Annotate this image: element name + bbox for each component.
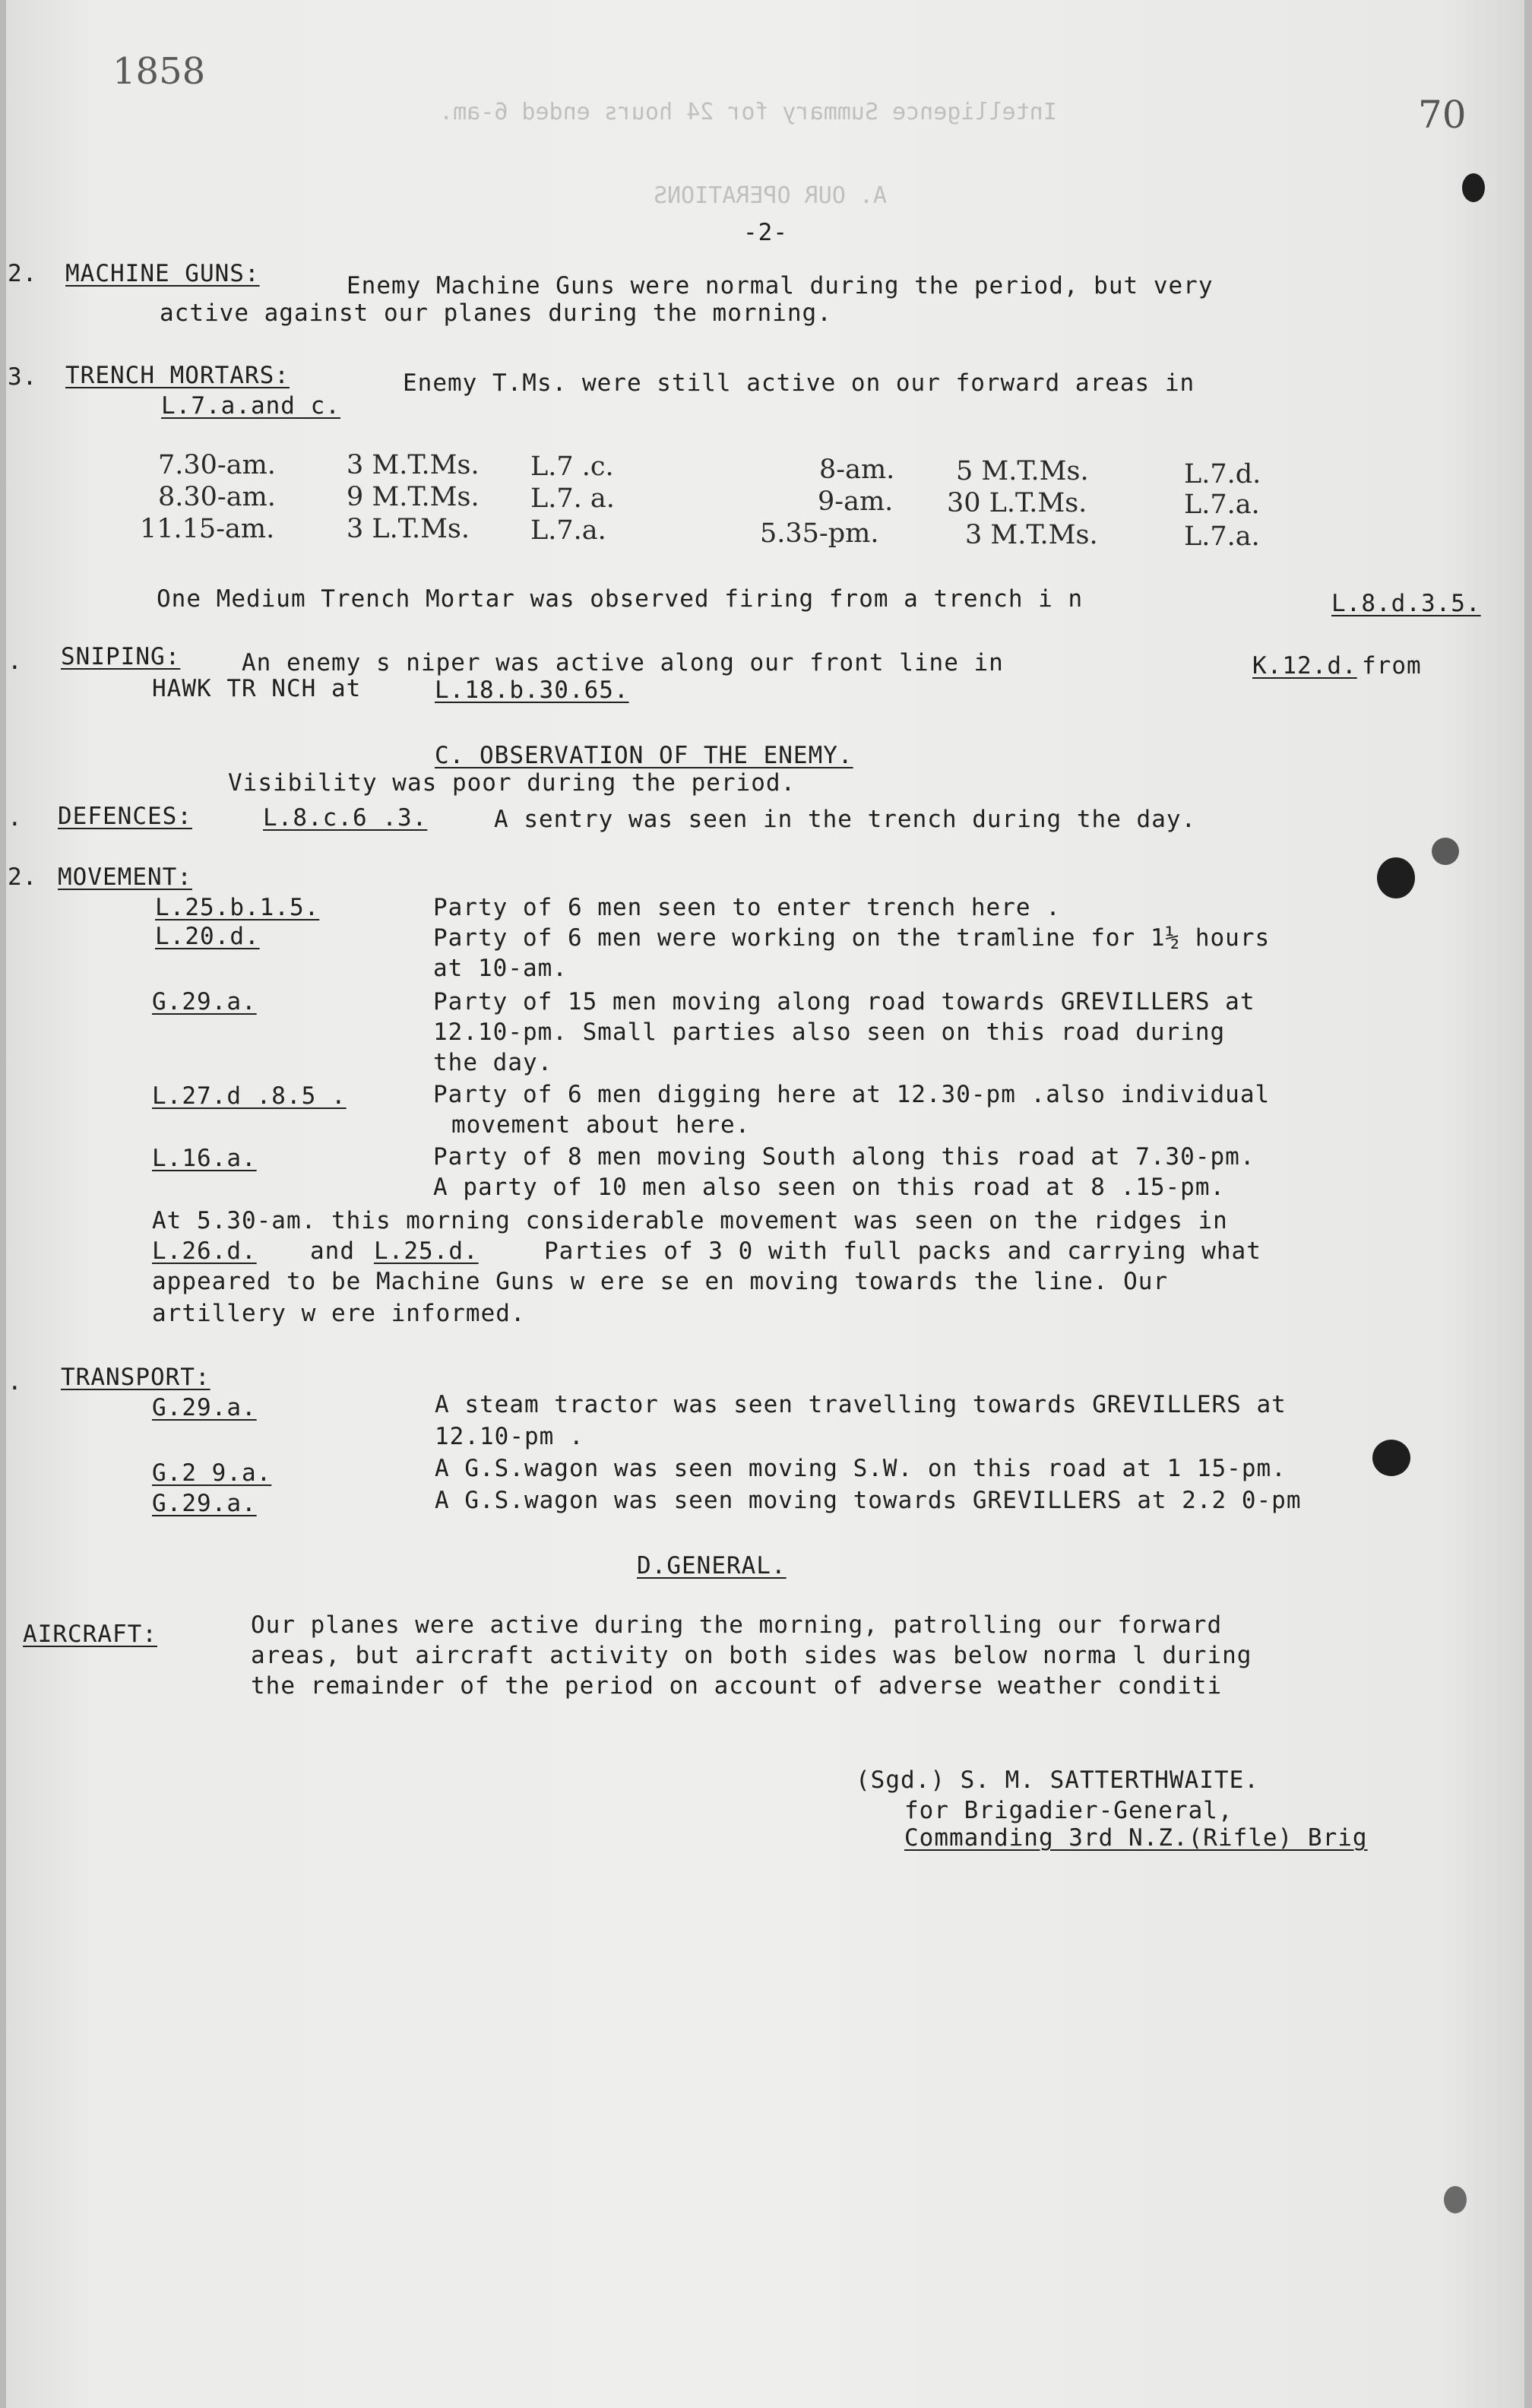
mortar-ref: L.7. a. [530, 483, 615, 514]
mortar-count: 9 M.T.Ms. [347, 482, 480, 512]
mortar-time-2: 5.35-pm. [760, 518, 879, 549]
transport-line: A G.S.wagon was seen moving towards GREVILLERS at 2.2 0-pm [435, 1487, 1302, 1514]
transport-label: TRANSPORT: [61, 1364, 210, 1391]
mortar-note-ref: L.8.d.3.5. [1331, 590, 1481, 617]
mortar-count-2: 30 L.T.Ms. [947, 488, 1087, 518]
movement-ref: G.29.a. [152, 988, 257, 1015]
aircraft-label: AIRCRAFT: [23, 1621, 157, 1648]
mortar-time-2: 8-am. [819, 455, 895, 485]
movement-summary-line3: appeared to be Machine Guns w ere se en moving towards the line. Our [152, 1268, 1169, 1295]
punch-hole [1444, 2186, 1467, 2213]
movement-summary-line4: artillery w ere informed. [152, 1300, 526, 1327]
movement-line: Party of 6 men seen to enter trench here . [433, 894, 1061, 921]
mortar-note: One Medium Trench Mortar was observed firing from a trench i n [157, 585, 1084, 613]
transport-ref: G.2 9.a. [152, 1459, 272, 1487]
signature-line2: for Brigadier-General, [904, 1797, 1233, 1824]
sniping-line2: HAWK TR NCH at [152, 675, 362, 702]
punch-hole [1377, 857, 1415, 898]
transport-ref: G.29.a. [152, 1490, 257, 1517]
mortar-time: 11.15-am. [140, 514, 275, 544]
sniping-label: SNIPING: [61, 643, 181, 670]
movement-summary-ref2: L.25.d. [374, 1237, 479, 1265]
sniping-number: . [8, 648, 23, 675]
left-page-edge [0, 0, 6, 2408]
movement-line: the day. [433, 1049, 553, 1076]
mortar-ref: L.7.a. [530, 515, 606, 546]
movement-line: Party of 8 men moving South along this road at 7.30-pm. [433, 1143, 1255, 1171]
movement-summary-line2: Parties of 3 0 with full packs and carrying what [544, 1237, 1261, 1265]
machine-guns-label: MACHINE GUNS: [65, 260, 260, 287]
movement-summary-line1: At 5.30-am. this morning considerable movement was seen on the ridges in [152, 1207, 1228, 1234]
movement-ref: L.20.d. [155, 923, 260, 950]
mortar-time-2: 9-am. [818, 486, 894, 517]
aircraft-line3: the remainder of the period on account of adverse weather conditi [251, 1672, 1223, 1700]
transport-line: 12.10-pm . [435, 1423, 584, 1450]
movement-ref: L.16.a. [152, 1145, 257, 1172]
aircraft-line2: areas, but aircraft activity on both sides was below norma l during [251, 1642, 1252, 1669]
trench-mortars-intro: Enemy T.Ms. were still active on our forward areas in [403, 369, 1195, 397]
mortar-count-2: 3 M.T.Ms. [965, 520, 1098, 550]
sniping-ref2: L.18.b.30.65. [435, 676, 629, 704]
defences-label: DEFENCES: [58, 803, 192, 830]
mortar-count: 3 M.T.Ms. [347, 450, 480, 480]
mortar-ref-2: L.7.d. [1184, 459, 1261, 490]
trench-mortars-label: TRENCH MORTARS: [65, 362, 290, 389]
movement-line: Party of 15 men moving along road towards GREVILLERS at [433, 988, 1255, 1015]
transport-ref: G.29.a. [152, 1394, 257, 1421]
sniping-line1-end: from [1362, 652, 1422, 680]
movement-line: movement about here. [451, 1111, 751, 1139]
observation-heading: C. OBSERVATION OF THE ENEMY. [435, 742, 853, 769]
mortar-count: 3 L.T.Ms. [347, 514, 470, 544]
mortar-ref: L.7 .c. [530, 452, 614, 482]
mortar-time: 7.30-am. [158, 450, 276, 480]
visibility-text: Visibility was poor during the period. [228, 769, 796, 797]
page-marker: -2- [743, 219, 788, 246]
defences-number: . [8, 804, 23, 832]
punch-hole [1372, 1440, 1410, 1476]
movement-line: Party of 6 men were working on the tramline for 1½ hours [433, 924, 1271, 952]
movement-line: 12.10-pm. Small parties also seen on this road during [433, 1019, 1226, 1046]
movement-number: 2. [8, 863, 38, 891]
movement-line: A party of 10 men also seen on this road at 8 .15-pm. [433, 1174, 1226, 1201]
bleed-through-section: A. OUR OPERATIONS [654, 182, 888, 209]
general-heading: D.GENERAL. [637, 1552, 787, 1579]
transport-line: A G.S.wagon was seen moving S.W. on this road at 1 15-pm. [435, 1455, 1287, 1482]
movement-summary-and: and [310, 1237, 355, 1265]
sniping-line1: An enemy s niper was active along our front line in [242, 649, 1004, 676]
movement-summary-ref1: L.26.d. [152, 1237, 257, 1265]
movement-label: MOVEMENT: [58, 863, 192, 891]
bleed-through-title: Intelligence Summary for 24 hours ended 6-am. [426, 99, 1057, 125]
mortar-count-2: 5 M.T.Ms. [956, 456, 1089, 486]
trench-mortars-ref: L.7.a.and c. [161, 392, 340, 420]
folio-number: 1858 [112, 50, 206, 93]
movement-line: Party of 6 men digging here at 12.30-pm .also individual [433, 1081, 1271, 1108]
punch-hole [1432, 838, 1459, 865]
defences-text: A sentry was seen in the trench during the day. [494, 806, 1197, 833]
aircraft-line1: Our planes were active during the morning, patrolling our forward [251, 1611, 1223, 1639]
mortar-time: 8.30-am. [158, 482, 276, 512]
page-number-right: 70 [1418, 93, 1467, 137]
transport-line: A steam tractor was seen travelling towards GREVILLERS at [435, 1391, 1287, 1418]
machine-guns-number: 2. [8, 260, 38, 287]
transport-number: . [8, 1368, 23, 1396]
mortar-ref-2: L.7.a. [1184, 521, 1260, 552]
movement-ref: L.27.d .8.5 . [152, 1082, 347, 1110]
punch-hole [1462, 173, 1485, 202]
movement-ref: L.25.b.1.5. [155, 894, 320, 921]
mortar-ref-2: L.7.a. [1184, 490, 1260, 520]
machine-guns-line2: active against our planes during the morning. [160, 299, 832, 327]
machine-guns-line1: Enemy Machine Guns were normal during the period, but very [347, 272, 1214, 299]
right-page-edge [1524, 0, 1532, 2408]
sniping-ref1: K.12.d. [1252, 652, 1357, 680]
signature-line1: (Sgd.) S. M. SATTERTHWAITE. [856, 1766, 1259, 1794]
trench-mortars-number: 3. [8, 363, 38, 391]
signature-line3: Commanding 3rd N.Z.(Rifle) Brig [904, 1824, 1368, 1852]
movement-line: at 10-am. [433, 955, 568, 982]
defences-ref: L.8.c.6 .3. [263, 804, 428, 832]
